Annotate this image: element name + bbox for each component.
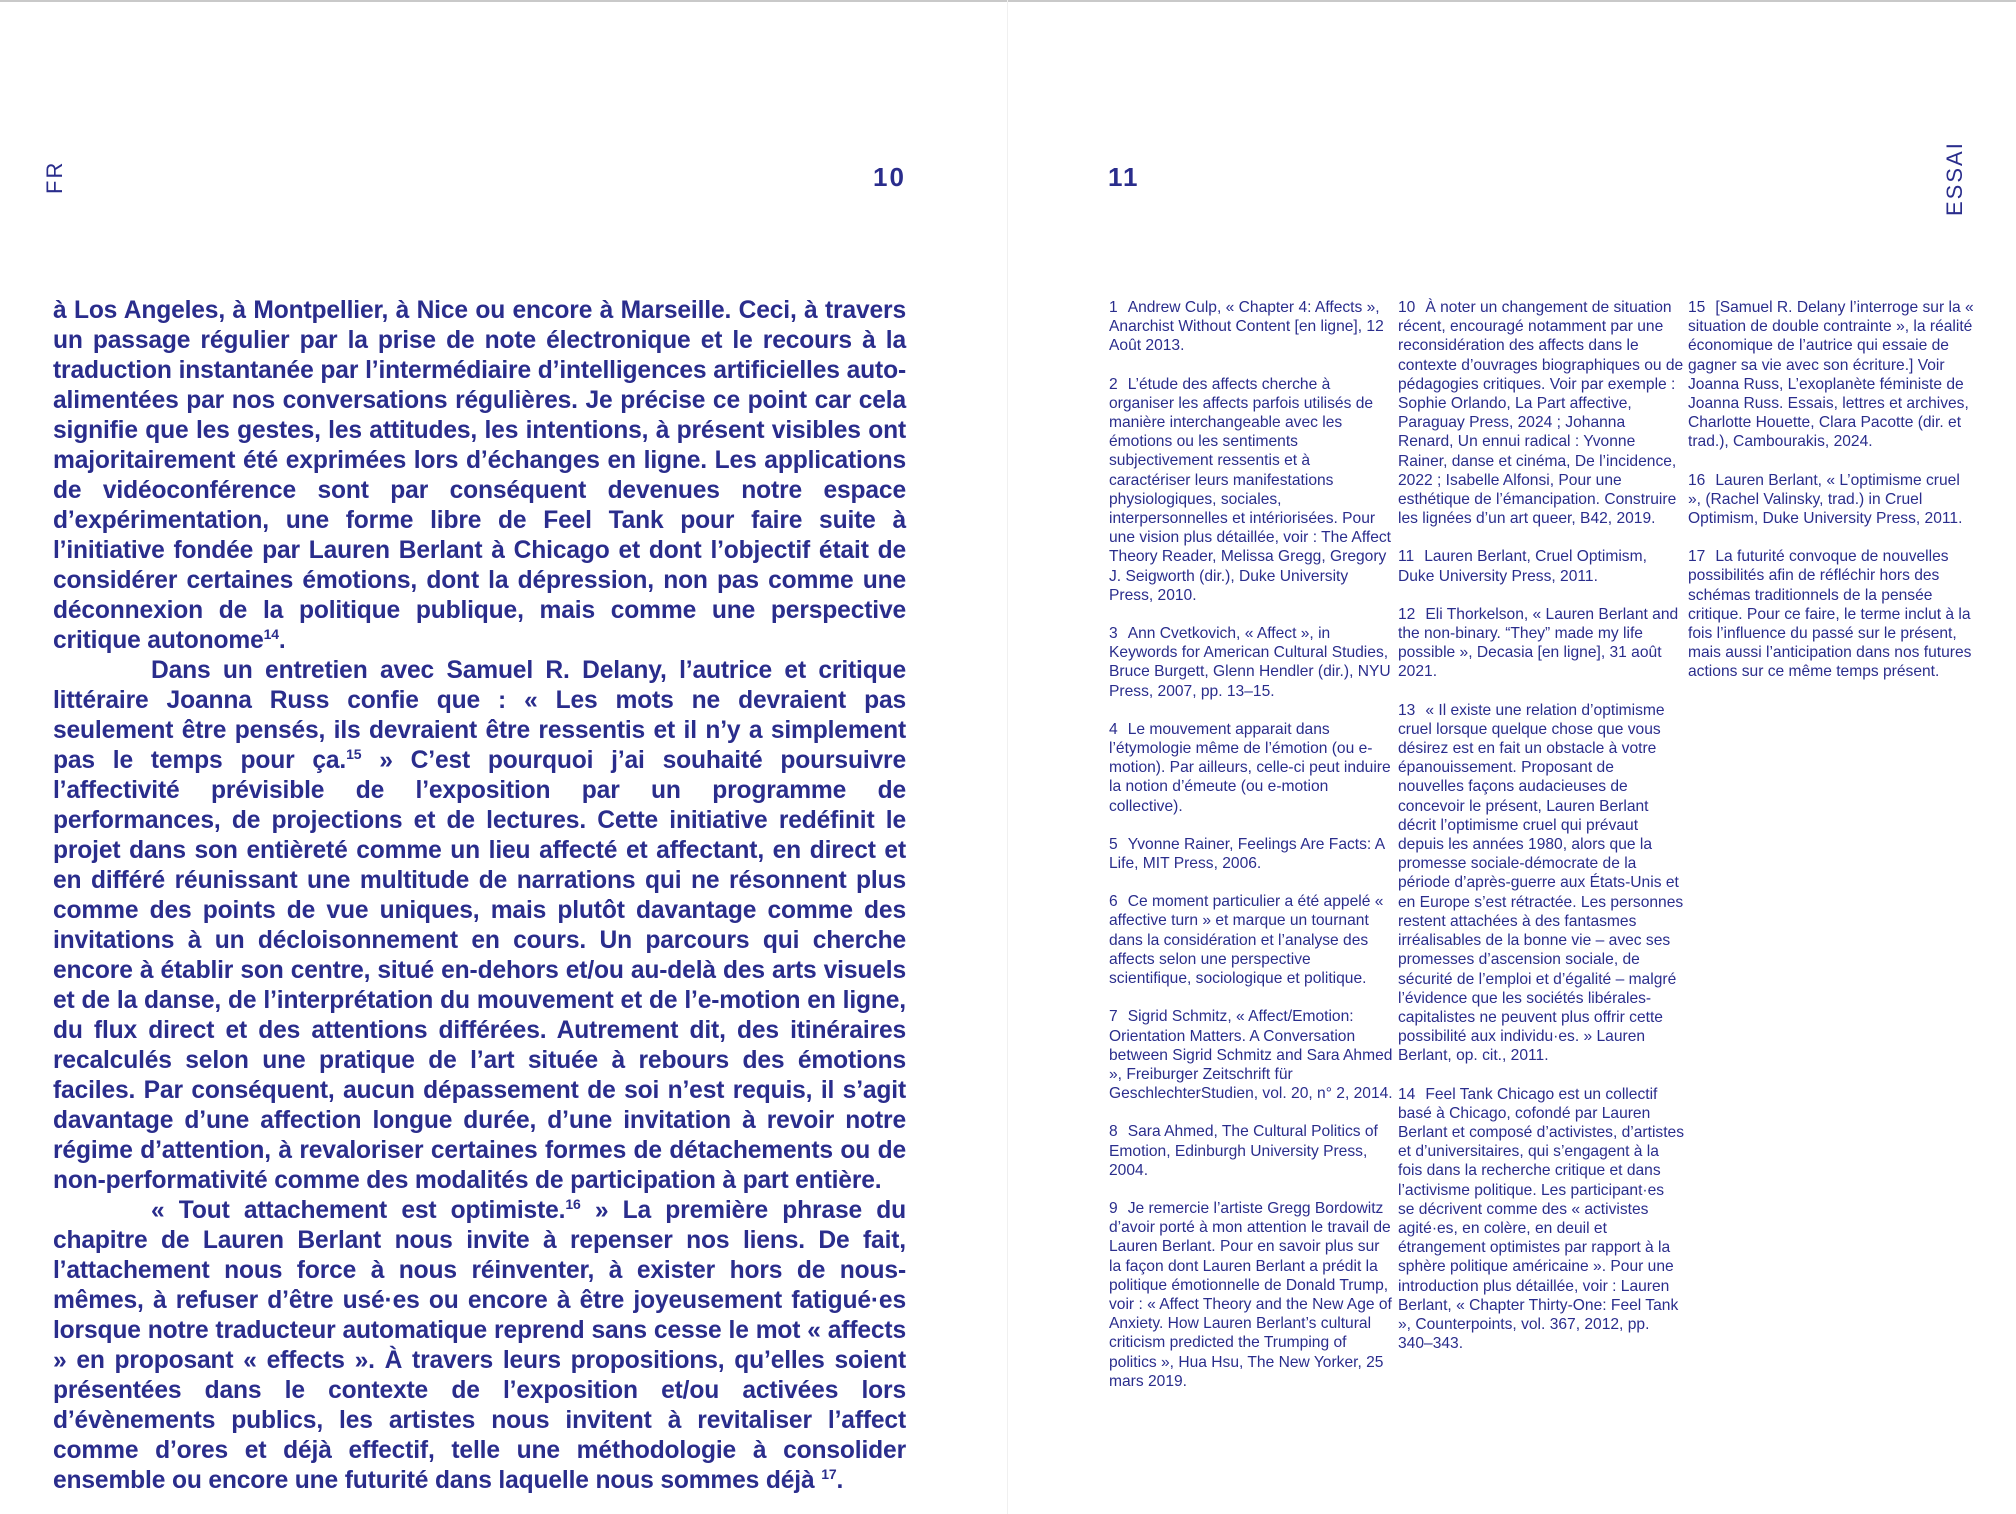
footnote: 8 Sara Ahmed, The Cultural Politics of Emotion, Edinburgh University Press, 2004. [1109,1123,1378,1179]
footnote-ref-14: 14 [263,626,279,642]
footnote: 9 Je remercie l’artiste Gregg Bordowitz d’avoir porté à mon attention le travail de Lauren Berlant. Pour en savoir plus sur la façon dont Lauren Berlant a prédit la politique émotionnelle de Donald Trump, voir : « Affect Theory and the New Age of Anxiety. How Lauren Berlant’s cultural criticism predicted the Trumping of politics », Hua Hsu, The New Yorker, 25 mars 2019. [1109,1199,1392,1390]
footnote: 13 « Il existe une relation d’optimisme cruel lorsque quelque chose que vous désirez est en fait un obstacle à votre épanouissement. Proposant de nouvelles façons audacieuses de concevoir le présent, Lauren Berlant décrit l’optimisme cruel qui prévaut depuis les années 1980, alors que la promesse sociale-démocrate de la période d’après-guerre aux États-Unis et en Europe s’est rétractée. Les personnes restent attachées à des fantasmes irréalisables de la bonne vie – avec ses promesses d’ascension sociale, de sécurité de l’emploi et d’égalité – malgré l’évidence que les sociétés libérales-capitalistes ne peuvent plus offrir cette possibilité aux individu·es. » Lauren Berlant, op. cit., 2011. [1398,701,1684,1065]
footnote: 7 Sigrid Schmitz, « Affect/Emotion: Orientation Matters. A Conversation between Sigrid Schmitz and Sara Ahmed », Freiburger Zeitschrift für GeschlechterStudien, vol. 20, n° 2, 2014. [1109,1008,1393,1103]
paragraph-3-text: « Tout attachement est optimiste. [151,1197,566,1224]
footnotes-column-1 [1109,298,1395,1410]
paragraph-3-tail: » La première phrase du chapitre de Lauren Berlant nous invite à repenser nos liens. De fait, l’attachement nous force à nous réinventer, à exister hors de nous-mêmes, à refuser d’être usé·es ou encore à être joyeusement fatigué·es lorsque notre traducteur automatique reprend sans cesse le mot « affects » en proposant « effects ». À travers leurs propositions, qu’elles soient présentées dans le contexte de l’exposition et/ou activées lors d’évènements publics, les artistes nous invitent à revitaliser l’affect comme d’ores et déjà effectif, telle une méthodologie à consolider ensemble ou encore une futurité dans laquelle nous sommes déjà [53,1197,907,1494]
paragraph-2 [53,656,906,1196]
paragraph-3-end: . [836,1467,844,1494]
paragraph-3 [53,1196,906,1496]
page-number-left: 10 [873,162,906,192]
paragraph-2-tail: » C’est pourquoi j’ai souhaité poursuivre l’affectivité prévisible de l’exposition par un programme de performances, de projections et de lectures. Cette initiative redéfinit le projet dans son entièreté comme un lieu affecté et affectant, en direct et en différé réunissant une multitude de narrations qui ne résonnent plus comme des points de vue uniques, mais plutôt davantage comme des invitations à un décloisonnement en cours. Un parcours qui cherche encore à établir son centre, situé en-dehors et/ou au-delà des arts visuels et de la danse, de l’interprétation du mouvement et de l’e-motion en ligne, du flux direct et des attentions différées. Autrement dit, des itinéraires recalculés selon une pratique de l’art située à rebours des émotions faciles. Par conséquent, aucun dépassement de soi n’est requis, il s’agit davantage d’une affection longue durée, d’une invitation à revoir notre régime d’attention, à revaloriser certaines formes de détachements ou de non-performativité comme des modalités de participation à part entière. [53,747,906,1194]
footnote: 3 Ann Cvetkovich, « Affect », in Keywords for American Cultural Studies, Bruce Burgett, Glenn Hendler (dir.), NYU Press, 2007, pp. 13–15. [1109,625,1391,700]
paragraph-1 [53,296,906,656]
footnote-ref-16: 16 [565,1196,581,1212]
footnote: 12 Eli Thorkelson, « Lauren Berlant and the non-binary. “They” made my life possible », Decasia [en ligne], 31 août 2021. [1398,605,1679,681]
footnote: 17 La futurité convoque de nouvelles possibilités afin de réfléchir hors des schémas traditionnels de la pensée critique. Pour ce faire, le terme inclut à la fois l’influence du passé sur le présent, mais aussi l’anticipation dans nos futures actions sur ce même temps présent. [1688,548,1972,681]
paragraph-1-text: à Los Angeles, à Montpellier, à Nice ou encore à Marseille. Ceci, à travers un passage régulier par la prise de note électronique et le recours à la traduction instantanée par l’intermédiaire d’intelligences artificielles auto-alimentées par nos conversations régulières. Je précise ce point car cela signifie que les gestes, les attitudes, les intentions, à présent visibles ont majoritairement été exprimées lors d’échanges en ligne. Les applications de vidéoconférence sont par conséquent devenues notre espace d’expérimentation, une forme libre de Feel Tank pour faire suite à l’initiative fondée par Lauren Berlant à Chicago et dont l’objectif était de considérer certaines émotions, dont la dépression, non pas comme une déconnexion de la politique publique, mais comme une perspective critique autonome [53,297,906,654]
footnotes-column-2 [1398,298,1684,1372]
paragraph-2-text: Dans un entretien avec Samuel R. Delany, l’autrice et critique littéraire Joanna Russ confie que : « Les mots ne devraient pas seulement être pensés, ils devraient être ressentis et il n’y a simplement pas le temps pour ça. [53,657,906,774]
footnote: 15 [Samuel R. Delany l’interroge sur la « situation de double contrainte », la réalité économique de l’autrice qui essaie de gagner sa vie avec son écriture.] Voir Joanna Russ, L’exoplanète féministe de Joanna Russ. Essais, lettres et archives, Charlotte Houette, Clara Pacotte (dir. et trad.), Cambourakis, 2024. [1688,299,1974,451]
footnote: 1 Andrew Culp, « Chapter 4: Affects », Anarchist Without Content [en ligne], 12 Août 2013. [1109,299,1384,355]
section-label: ESSAI [1942,141,1967,216]
paragraph-1-tail: . [278,627,286,654]
footnote: 14 Feel Tank Chicago est un collectif basé à Chicago, cofondé par Lauren Berlant et composé d’activistes, d’artistes et d’universitaires, qui s’engagent à la fois dans la recherche critique et dans l’activisme politique. Les participant·es se décrivent comme des « activistes agité·es, en colère, en deuil et étrangement optimistes par rapport à la sphère politique américaine ». Pour une introduction plus détaillée, voir : Lauren Berlant, « Chapter Thirty-One: Feel Tank », Counterpoints, vol. 367, 2012, pp. 340–343. [1398,1085,1685,1353]
footnote: 10 À noter un changement de situation récent, encouragé notamment par une reconsidération des affects dans le contexte d’ouvrages biographiques ou de pédagogies critiques. Voir par exemple : Sophie Orlando, La Part affective, Paraguay Press, 2024 ; Johanna Renard, Un ennui radical : Yvonne Rainer, danse et cinéma, De l’incidence, 2022 ; Isabelle Alfonsi, Pour une esthétique de l’émancipation. Construire les lignées d’un art queer, B42, 2019. [1398,299,1684,528]
footnote-ref-15: 15 [346,746,362,762]
spine-gutter [1007,0,1008,1514]
footnote: 11 Lauren Berlant, Cruel Optimism, Duke University Press, 2011. [1398,548,1647,585]
language-label: FR [42,160,67,194]
footnote-ref-17: 17 [821,1466,837,1482]
footnote: 6 Ce moment particulier a été appelé « affective turn » et marque un tournant dans la considération et l’analyse des affects selon une perspective scientifique, sociologique et politique. [1109,893,1384,988]
footnotes-column-3 [1688,298,1974,701]
footnote: 4 Le mouvement apparait dans l’étymologie même de l’émotion (ou e-motion). Par ailleurs, celle-ci peut induire la notion d’émeute (ou e-motion collective). [1109,720,1391,815]
footnote: 5 Yvonne Rainer, Feelings Are Facts: A Life, MIT Press, 2006. [1109,835,1385,873]
footnote: 16 Lauren Berlant, « L’optimisme cruel », (Rachel Valinsky, trad.) in Cruel Optimism, Duke University Press, 2011. [1688,471,1963,528]
essay-body [53,296,906,1496]
footnote: 2 L’étude des affects cherche à organiser les affects parfois utilisés de manière interchangeable avec les émotions ou les sentiments subjectivement ressentis et à caractériser leurs manifestations physiologiques, sociales, interpersonnelles et intériorisées. Pour une vision plus détaillée, voir : The Affect Theory Reader, Melissa Gregg, Gregory J. Seigworth (dir.), Duke University Press, 2010. [1109,375,1392,604]
page-number-right: 11 [1108,162,1140,192]
